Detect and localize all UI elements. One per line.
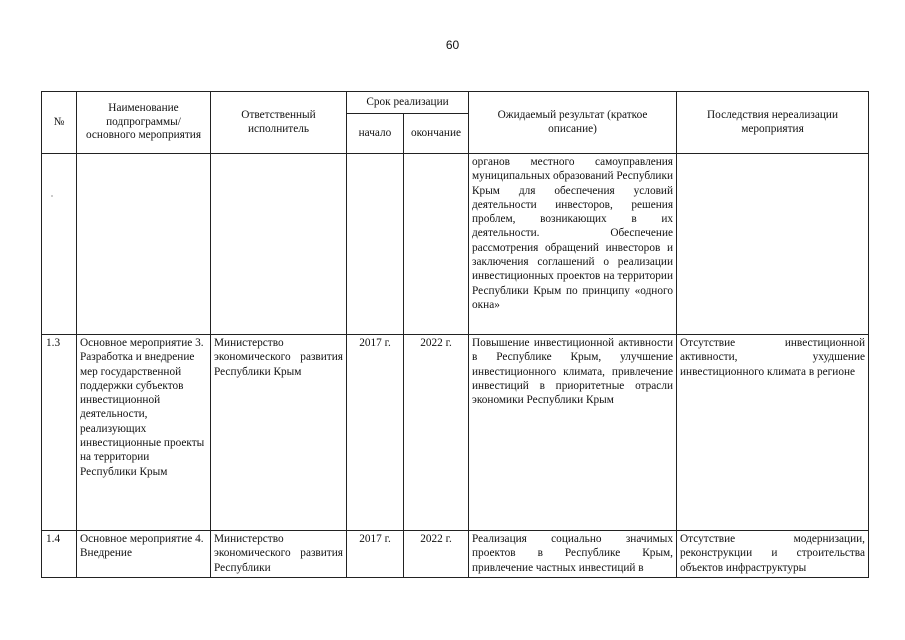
cell-consequences: Отсутствие инвестиционной активности, ухудшение инвестиционного климата в регионе — [677, 335, 869, 531]
page-number: 60 — [445, 38, 460, 52]
cell-name — [77, 154, 211, 335]
cell-name: Основное мероприятие 3. Разработка и внедрение мер государственной поддержки субъектов инвестиционной деятельности, реализующих инвестиционные проекты на территории Республики Крым — [77, 335, 211, 531]
program-measures-table — [41, 91, 869, 578]
cell-consequences — [677, 154, 869, 335]
cell-num — [42, 154, 77, 335]
header-executor: Ответственный исполнитель — [211, 92, 347, 154]
cell-executor — [211, 154, 347, 335]
header-start: начало — [347, 114, 404, 154]
header-consequences: Последствия нереализации мероприятия — [677, 92, 869, 154]
header-row-1 — [42, 92, 869, 114]
cell-executor: Министерство экономического развития Республики — [211, 531, 347, 578]
cell-num: 1.4 — [42, 531, 77, 578]
cell-start — [347, 154, 404, 335]
header-num: № — [42, 92, 77, 154]
cell-start: 2017 г. — [347, 531, 404, 578]
cell-result: Реализация социально значимых проектов в Республике Крым, привлечение частных инвестиций в — [469, 531, 677, 578]
cell-result: Повышение инвестиционной активности в Республике Крым, улучшение инвестиционного климата, привлечение инвестиций в приоритетные отрасли экономики Республики Крым — [469, 335, 677, 531]
cell-name: Основное мероприятие 4. Внедрение — [77, 531, 211, 578]
table-row — [42, 154, 869, 335]
cell-num: 1.3 — [42, 335, 77, 531]
header-name: Наименование подпрограммы/ основного мероприятия — [77, 92, 211, 154]
table-row — [42, 335, 869, 531]
cell-consequences: Отсутствие модернизации, реконструкции и строительства объектов инфраструктуры — [677, 531, 869, 578]
cell-start: 2017 г. — [347, 335, 404, 531]
table-row — [42, 531, 869, 578]
header-end: окончание — [404, 114, 469, 154]
header-result: Ожидаемый результат (краткое описание) — [469, 92, 677, 154]
cell-end: 2022 г. — [404, 531, 469, 578]
cell-result: органов местного самоуправления муниципальных образований Республики Крым для обеспечения условий деятельности инвесторов, решения проблем, возникающих в их деятельности. Обеспечение рассмотрения обращений инвесторов и заключения соглашений о реализации инвестиционных проектов на территории Республики Крым по принципу «одного окна» — [469, 154, 677, 335]
cell-end — [404, 154, 469, 335]
cell-executor: Министерство экономического развития Республики Крым — [211, 335, 347, 531]
cell-end: 2022 г. — [404, 335, 469, 531]
header-period: Срок реализации — [347, 92, 469, 114]
